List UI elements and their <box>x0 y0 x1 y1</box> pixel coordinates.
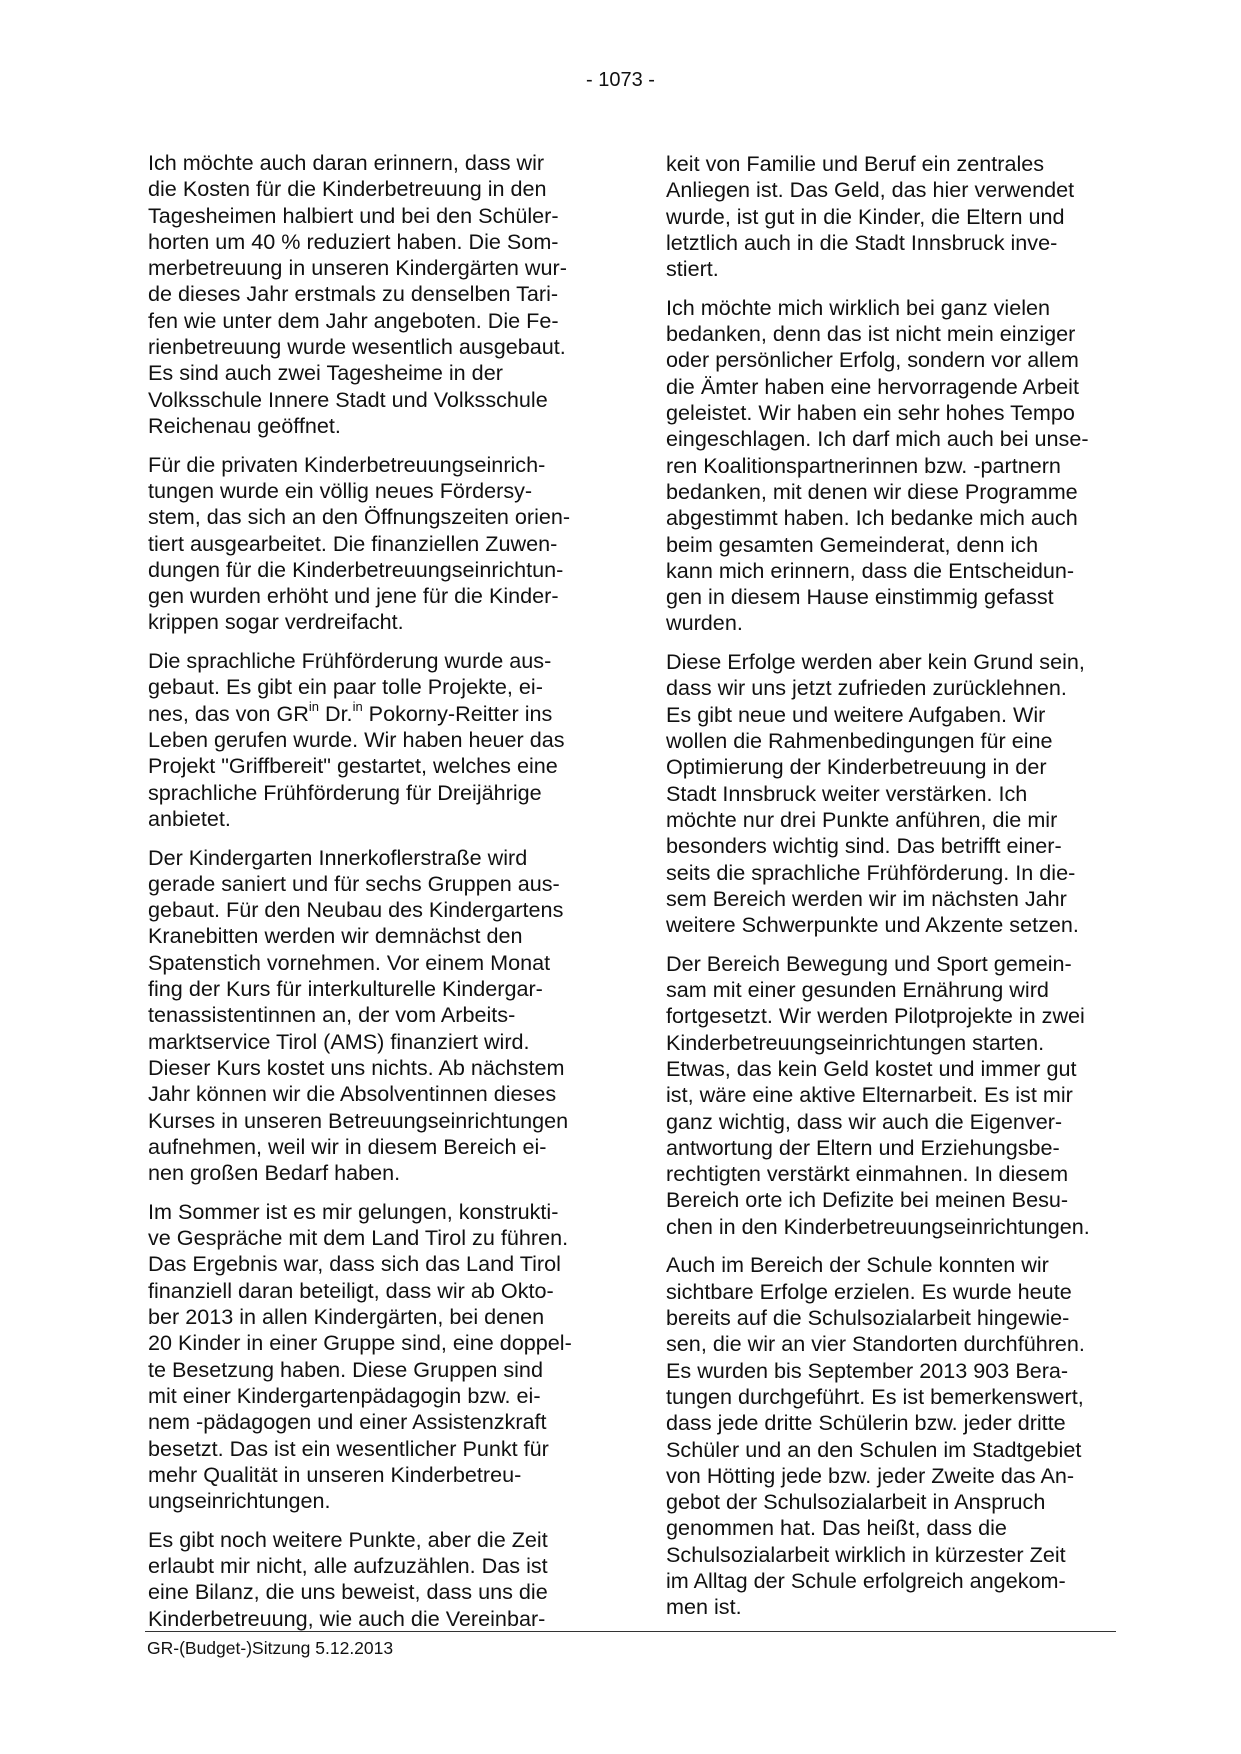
text-line: besetzt. Das ist ein wesentlicher Punkt für <box>148 1435 549 1461</box>
text-line: Diese Erfolge werden aber kein Grund sein, <box>666 649 1085 675</box>
text-line: Anliegen ist. Das Geld, das hier verwendet <box>666 177 1075 203</box>
text-line: ist, wäre eine aktive Elternarbeit. Es ist mir <box>666 1082 1073 1108</box>
text-line: dungen für die Kinderbetreuungseinrichtun- <box>148 556 564 582</box>
text-line: stiert. <box>666 256 719 282</box>
paragraph <box>148 150 603 439</box>
text-line: marktservice Tirol (AMS) finanziert wird. <box>148 1028 530 1054</box>
paragraph <box>666 151 1126 282</box>
text-line: horten um 40 % reduziert haben. Die Som- <box>148 228 559 254</box>
text-line: Schüler und an den Schulen im Stadtgebiet <box>666 1436 1082 1462</box>
text-line: Reichenau geöffnet. <box>148 412 341 438</box>
text-line: Stadt Innsbruck weiter verstärken. Ich <box>666 780 1028 806</box>
text-line: genommen hat. Das heißt, dass die <box>666 1515 1007 1541</box>
text-line: Leben gerufen wurde. Wir haben heuer das <box>148 727 565 753</box>
text-line: eingeschlagen. Ich darf mich auch bei unse- <box>666 426 1089 452</box>
text-line: Im Sommer ist es mir gelungen, konstrukti- <box>148 1198 559 1224</box>
text-line: die Kosten für die Kinderbetreuung in den <box>148 176 547 202</box>
text-line: beim gesamten Gemeinderat, denn ich <box>666 531 1039 557</box>
page-number: - 1073 - <box>586 69 655 91</box>
superscript: in <box>352 698 363 714</box>
text-line: gen in diesem Hause einstimmig gefasst <box>666 584 1054 610</box>
text-line: sen, die wir an vier Standorten durchführen. <box>666 1331 1085 1357</box>
text-line: Kranebitten werden wir demnächst den <box>148 923 523 949</box>
text-line: Kurses in unseren Betreuungseinrichtungen <box>148 1107 569 1133</box>
text-line: tiert ausgearbeitet. Die finanziellen Zuwen- <box>148 530 558 556</box>
text-line: letztlich auch in die Stadt Innsbruck inve- <box>666 229 1058 255</box>
text-line: Ich möchte mich wirklich bei ganz vielen <box>666 294 1051 320</box>
text-line: dass wir uns jetzt zufrieden zurücklehnen. <box>666 675 1067 701</box>
paragraph <box>148 452 603 636</box>
text-line: seits die sprachliche Frühförderung. In die- <box>666 859 1076 885</box>
text-line: finanziell daran beteiligt, dass wir ab Okto- <box>148 1277 554 1303</box>
text-line: oder persönlicher Erfolg, sondern vor allem <box>666 347 1079 373</box>
text-fragment: nes, das von GR <box>148 700 309 726</box>
text-line: Kinderbetreuungseinrichtungen starten. <box>666 1029 1045 1055</box>
paragraph <box>148 648 603 832</box>
text-line: Bereich orte ich Defizite bei meinen Besu- <box>666 1187 1069 1213</box>
text-line: kann mich erinnern, dass die Entscheidun- <box>666 557 1075 583</box>
text-line: merbetreuung in unseren Kindergärten wur- <box>148 255 567 281</box>
text-line: weitere Schwerpunkte und Akzente setzen. <box>666 912 1079 938</box>
text-line: 20 Kinder in einer Gruppe sind, eine doppel- <box>148 1330 572 1356</box>
text-line: Es gibt neue und weitere Aufgaben. Wir <box>666 701 1046 727</box>
text-line: fen wie unter dem Jahr angeboten. Die Fe- <box>148 307 559 333</box>
text-line: geleistet. Wir haben ein sehr hohes Tempo <box>666 400 1075 426</box>
text-line: ren Koalitionspartnerinnen bzw. -partnern <box>666 452 1061 478</box>
text-line: ganz wichtig, dass wir auch die Eigenver- <box>666 1108 1063 1134</box>
text-line: Volksschule Innere Stadt und Volksschule <box>148 386 548 412</box>
text-line: tungen wurde ein völlig neues Fördersy- <box>148 477 533 503</box>
text-line: wurden. <box>666 610 743 636</box>
text-line: Kinderbetreuung, wie auch die Vereinbar- <box>148 1605 546 1631</box>
text-line: besonders wichtig sind. Das betrifft einer- <box>666 833 1062 859</box>
text-line: Es wurden bis September 2013 903 Bera- <box>666 1357 1069 1383</box>
text-line: Der Bereich Bewegung und Sport gemein- <box>666 950 1072 976</box>
text-line: te Besetzung haben. Diese Gruppen sind <box>148 1356 543 1382</box>
text-line: ungseinrichtungen. <box>148 1488 331 1514</box>
text-line: tungen durchgeführt. Es ist bemerkenswert, <box>666 1383 1084 1409</box>
text-line: Spatenstich vornehmen. Vor einem Monat <box>148 949 551 975</box>
text-line: abgestimmt haben. Ich bedanke mich auch <box>666 505 1078 531</box>
text-line: ve Gespräche mit dem Land Tirol zu führen. <box>148 1225 569 1251</box>
text-line: bedanken, denn das ist nicht mein einziger <box>666 321 1076 347</box>
text-line: sam mit einer gesunden Ernährung wird <box>666 977 1049 1003</box>
text-line: mit einer Kindergartenpädagogin bzw. ei- <box>148 1382 541 1408</box>
text-line: sprachliche Frühförderung für Dreijährige <box>148 779 542 805</box>
text-line: bereits auf die Schulsozialarbeit hingewie- <box>666 1305 1070 1331</box>
text-line: chen in den Kinderbetreuungseinrichtungen. <box>666 1213 1090 1239</box>
text-line: anbietet. <box>148 805 231 831</box>
text-line: Es sind auch zwei Tagesheime in der <box>148 360 503 386</box>
text-line: sem Bereich werden wir im nächsten Jahr <box>666 885 1067 911</box>
text-line: Der Kindergarten Innerkoflerstraße wird <box>148 844 528 870</box>
text-line: gebaut. Für den Neubau des Kindergartens <box>148 897 564 923</box>
footer-rule <box>145 1631 1116 1632</box>
left-column <box>148 150 603 1644</box>
text-line: rechtigten verstärkt einmahnen. In diesem <box>666 1161 1069 1187</box>
right-column <box>666 151 1126 1633</box>
text-line: mehr Qualität in unseren Kinderbetreu- <box>148 1461 522 1487</box>
text-line: men ist. <box>666 1594 742 1620</box>
text-line: wurde, ist gut in die Kinder, die Eltern und <box>666 203 1065 229</box>
text-line: bedanken, mit denen wir diese Programme <box>666 478 1078 504</box>
text-line: gen wurden erhöht und jene für die Kinder- <box>148 583 559 609</box>
text-line: aufnehmen, weil wir in diesem Bereich ei- <box>148 1133 547 1159</box>
text-line: krippen sogar verdreifacht. <box>148 609 404 635</box>
text-line: gerade saniert und für sechs Gruppen aus- <box>148 870 560 896</box>
text-line: de dieses Jahr erstmals zu denselben Tari- <box>148 281 559 307</box>
text-line: fing der Kurs für interkulturelle Kindergar- <box>148 976 543 1002</box>
paragraph <box>666 1252 1126 1620</box>
text-fragment: Pokorny-Reitter ins <box>362 700 553 726</box>
text-fragment: Dr. <box>318 700 353 726</box>
text-line: Dieser Kurs kostet uns nichts. Ab nächstem <box>148 1054 565 1080</box>
text-line: die Ämter haben eine hervorragende Arbeit <box>666 373 1079 399</box>
paragraph <box>666 951 1126 1240</box>
text-line: nem -pädagogen und einer Assistenzkraft <box>148 1409 547 1435</box>
text-line: Jahr können wir die Absolventinnen dieses <box>148 1081 557 1107</box>
text-line: dass jede dritte Schülerin bzw. jeder dritte <box>666 1410 1066 1436</box>
text-line: gebot der Schulsozialarbeit in Anspruch <box>666 1489 1046 1515</box>
text-line: eine Bilanz, die uns beweist, dass uns die <box>148 1579 548 1605</box>
paragraph <box>666 649 1126 938</box>
text-line: Projekt "Griffbereit" gestartet, welches eine <box>148 753 558 779</box>
text-line: tenassistentinnen an, der vom Arbeits- <box>148 1002 516 1028</box>
text-line: Auch im Bereich der Schule konnten wir <box>666 1252 1049 1278</box>
paragraph-rest <box>148 727 603 832</box>
text-line: Für die privaten Kinderbetreuungseinrich- <box>148 451 546 477</box>
text-line: von Hötting jede bzw. jeder Zweite das An- <box>666 1462 1075 1488</box>
footer-text: GR-(Budget-)Sitzung 5.12.2013 <box>147 1638 394 1658</box>
text-line: Optimierung der Kinderbetreuung in der <box>666 754 1047 780</box>
text-line: gebaut. Es gibt ein paar tolle Projekte, ei- <box>148 674 543 700</box>
text-line: Es gibt noch weitere Punkte, aber die Zeit <box>148 1526 548 1552</box>
text-line: stem, das sich an den Öffnungszeiten orien- <box>148 504 571 530</box>
text-line <box>148 698 603 727</box>
text-line: Ich möchte auch daran erinnern, dass wir <box>148 150 545 175</box>
text-line: keit von Familie und Beruf ein zentrales <box>666 151 1045 176</box>
text-line: wollen die Rahmenbedingungen für eine <box>666 728 1053 754</box>
text-line: Schulsozialarbeit wirklich in kürzester Zeit <box>666 1541 1066 1567</box>
text-line: fortgesetzt. Wir werden Pilotprojekte in zwei <box>666 1003 1085 1029</box>
text-line: antwortung der Eltern und Erziehungsbe- <box>666 1134 1060 1160</box>
paragraph <box>148 845 603 1187</box>
text-line: ber 2013 in allen Kindergärten, bei denen <box>148 1304 545 1330</box>
text-line: Die sprachliche Frühförderung wurde aus- <box>148 648 552 674</box>
paragraph <box>148 1199 603 1515</box>
text-line: Tagesheimen halbiert und bei den Schüler- <box>148 202 559 228</box>
text-line: Das Ergebnis war, dass sich das Land Tirol <box>148 1251 561 1277</box>
text-line: im Alltag der Schule erfolgreich angekom- <box>666 1568 1066 1593</box>
superscript: in <box>308 698 319 714</box>
paragraph <box>148 1527 603 1632</box>
text-line: möchte nur drei Punkte anführen, die mir <box>666 806 1058 832</box>
text-line: rienbetreuung wurde wesentlich ausgebaut. <box>148 334 566 360</box>
text-line: Etwas, das kein Geld kostet und immer gut <box>666 1055 1077 1081</box>
paragraph <box>666 295 1126 637</box>
text-line: erlaubt mir nicht, alle aufzuzählen. Das ist <box>148 1553 548 1579</box>
text-line: sichtbare Erfolge erzielen. Es wurde heute <box>666 1278 1072 1304</box>
text-line: nen großen Bedarf haben. <box>148 1160 401 1186</box>
